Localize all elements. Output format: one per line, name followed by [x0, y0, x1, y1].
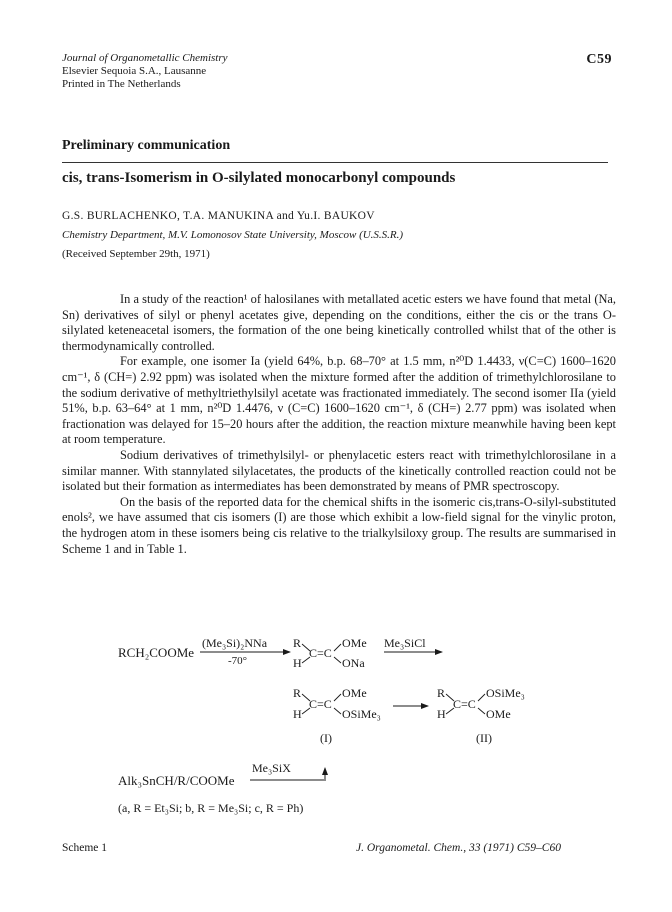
citation: J. Organometal. Chem., 33 (1971) C59–C60: [356, 842, 561, 854]
journal-name: Journal of Organometallic Chemistry: [62, 52, 228, 64]
enolate-ona: ONa: [342, 656, 365, 670]
enolate-ome: OMe: [342, 636, 367, 650]
isomer-i-r: R: [293, 686, 302, 700]
scheme-caption: Scheme 1: [62, 842, 108, 854]
substituent-key: (a, R = Et₃Si; b, R = Me₃Si; c, R = Ph): [118, 801, 304, 815]
bond: [334, 708, 341, 714]
paragraph: On the basis of the reported data for the chemical shifts in the isomeric cis,trans-O-silyl-substituted enols², we have assumed that cis isomers (I) are those which exhibit a low-field signal for the vinylic proton, the hydrogen atom in these isomers being cis relative to the trialkylsiloxy group. The results are summarised in Scheme 1 and in Table 1.: [62, 494, 616, 556]
section-label: Preliminary communication: [62, 138, 231, 153]
paragraph: Sodium derivatives of trimethylsilyl- or phenylacetic esters react with trimethylchlorosilane in a similar manner. With stannylated silylacetates, the products of the kinetically controlled reaction could not be isolated but their formation as intermediates has been demonstrated by means of PMR spectroscopy.: [62, 447, 616, 494]
reagent-top: (Me₃Si)₂NNa: [202, 636, 268, 650]
reactant: RCH₂COOMe: [118, 645, 195, 660]
isomer-ii-r: R: [437, 686, 446, 700]
page-number: C59: [586, 52, 612, 67]
paragraph: In a study of the reaction¹ of halosilanes with metallated acetic esters we have found that metal (Na, Sn) derivatives of silyl or phenyl acetates give, depending on the conditions, either the cis or the trans O-silylated keteneacetal isomers, the formation of the one being kinetically controlled whilst that of the other is thermodynamically controlled.: [62, 292, 616, 353]
printed-in: Printed in The Netherlands: [62, 78, 181, 90]
isomer-ii-cc: C=C: [453, 697, 476, 711]
enolate-cc: C=C: [309, 646, 332, 660]
received-date: (Received September 29th, 1971): [62, 248, 210, 260]
publisher: Elsevier Sequoia S.A., Lausanne: [62, 65, 207, 77]
isomer-i-cc: C=C: [309, 697, 332, 711]
reagent-3: Me₃SiX: [252, 761, 291, 775]
isomer-ii-osime: OSiMe₃: [486, 686, 525, 700]
paragraph: For example, one isomer Ia (yield 64%, b.p. 68–70° at 1.5 mm, n²⁰D 1.4433, ν(C=C) 1600–1620 cm⁻¹, δ (CH=) 2.92 ppm) was isolated when the mixture formed after the addition of trimethylchlorosilane to the sodium derivative of methyltriethylsilyl acetate was fractionated immediately. The second isomer IIa (yield 51%, b.p. 63–64° at 1 mm, n²⁰D 1.4476, ν (C=C) 1600–1620 cm⁻¹, δ (CH=) 2.77 ppm) was isolated when fractionation was delayed for 15–20 hours after the addition, the reaction mixture meanwhile having been kept at room temperature.: [62, 354, 616, 447]
stannyl-ester: Alk₃SnCH/R/COOMe: [118, 773, 235, 788]
label-isomer-ii: (II): [476, 731, 492, 745]
authors: G.S. BURLACHENKO, T.A. MANUKINA and Yu.I. BAUKOV: [62, 210, 375, 222]
label-isomer-i: (I): [320, 731, 332, 745]
article-title: cis, trans-Isomerism in O-silylated monocarbonyl compounds: [62, 170, 456, 186]
bond: [478, 694, 485, 701]
enolate-r: R: [293, 636, 302, 650]
bond: [334, 644, 341, 651]
bond: [478, 708, 485, 714]
enolate-h: H: [293, 656, 302, 670]
reagent-2: Me₃SiCl: [384, 636, 426, 650]
isomer-ii-h: H: [437, 707, 446, 721]
reagent-temp: -70°: [228, 655, 248, 667]
isomer-i-ome: OMe: [342, 686, 367, 700]
isomer-i-osime: OSiMe₃: [342, 707, 381, 721]
isomer-i-h: H: [293, 707, 302, 721]
affiliation: Chemistry Department, M.V. Lomonosov State University, Moscow (U.S.S.R.): [62, 229, 404, 241]
bond: [334, 694, 341, 701]
isomer-ii-ome: OMe: [486, 707, 511, 721]
bond: [334, 657, 341, 663]
